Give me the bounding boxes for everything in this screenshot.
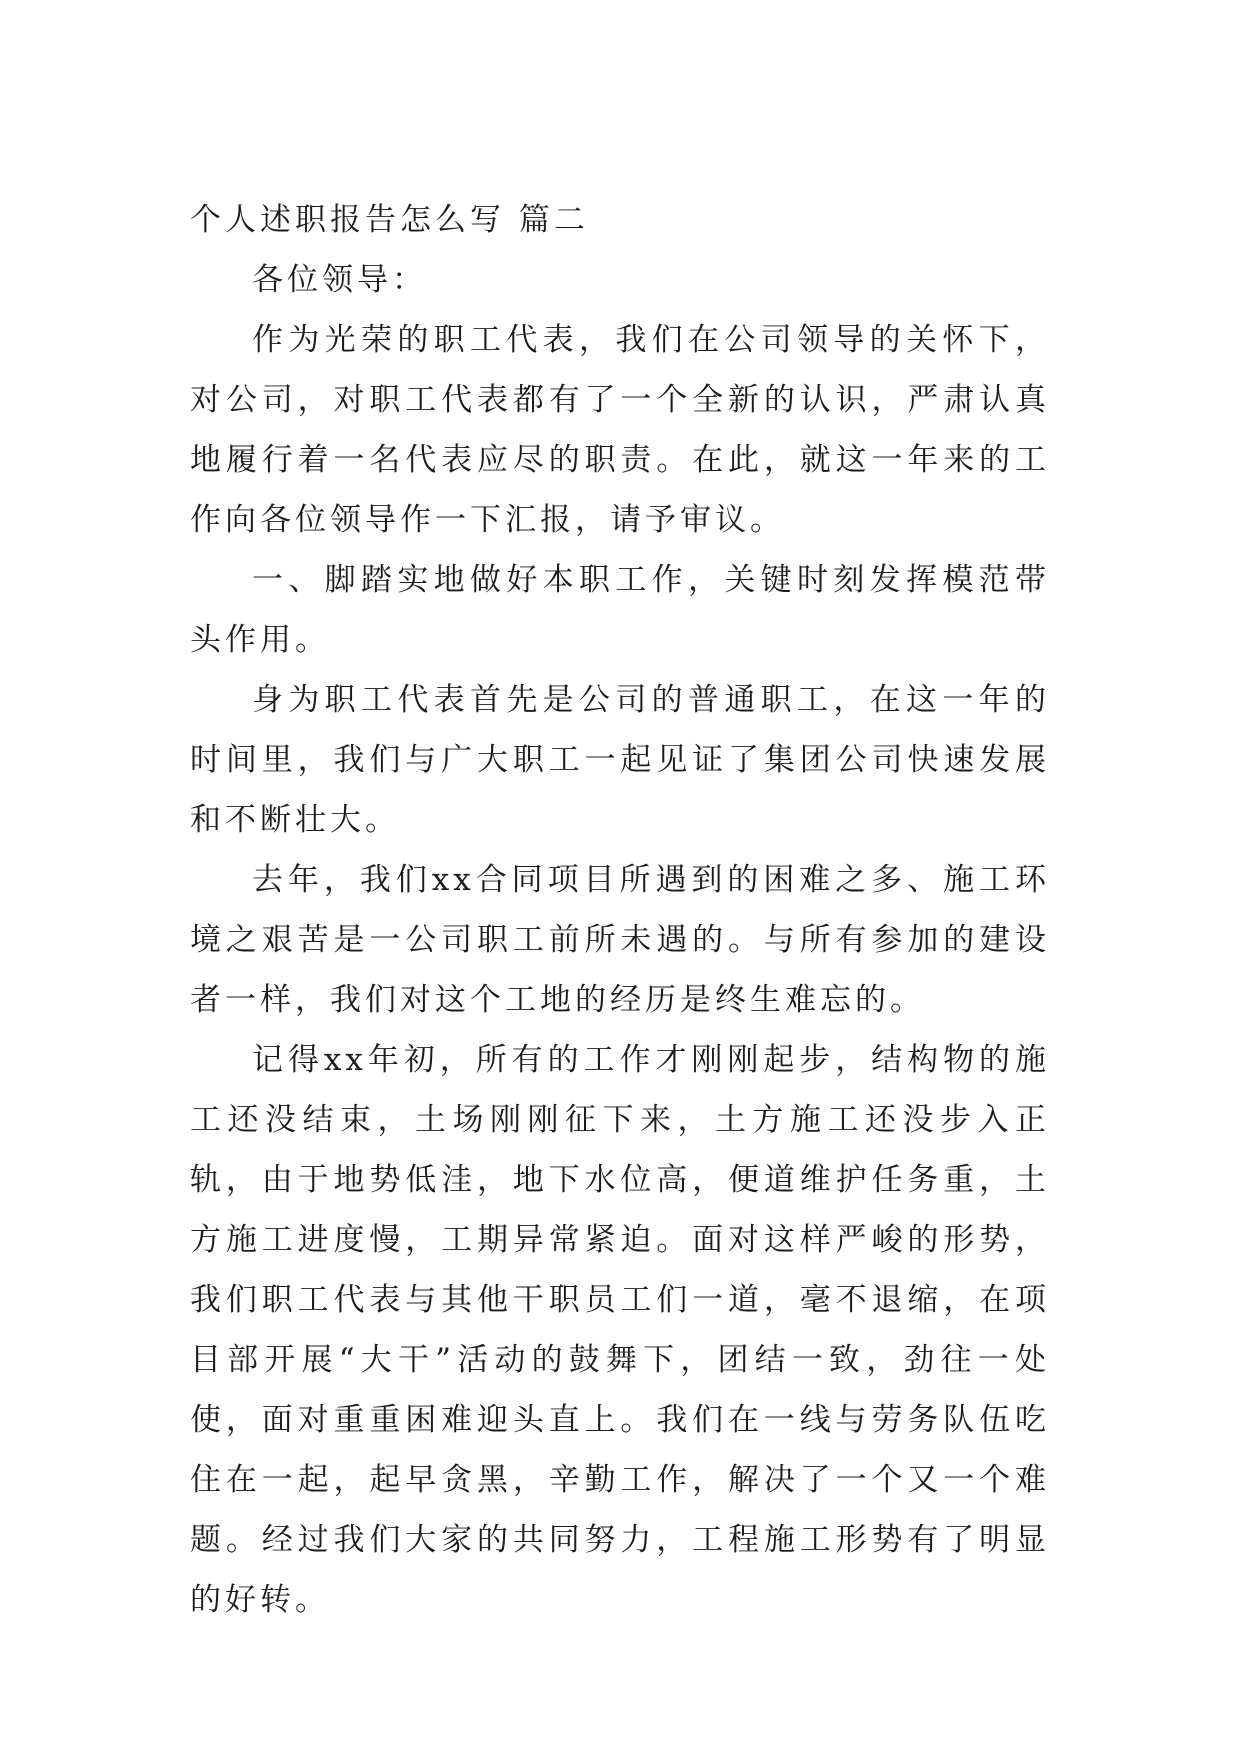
paragraph-body: 去年，我们xx合同项目所遇到的困难之多、施工环境之艰苦是一公司职工前所未遇的。与所有参加的建设者一样，我们对这个工地的经历是终生难忘的。 [190,862,1050,1018]
paragraph-body: 身为职工代表首先是公司的普通职工，在这一年的时间里，我们与广大职工一起见证了集团公司快速发展和不断壮大。 [190,682,1050,838]
document-body [190,190,1050,1630]
document-title: 个人述职报告怎么写 篇二 [190,202,589,238]
paragraph-intro: 作为光荣的职工代表，我们在公司领导的关怀下，对公司，对职工代表都有了一个全新的认识，严肃认真地履行着一名代表应尽的职责。在此，就这一年来的工作向各位领导作一下汇报，请予审议。 [190,322,1050,538]
section-heading-1: 一、脚踏实地做好本职工作，关键时刻发挥模范带头作用。 [190,562,1050,658]
paragraph-salutation: 各位领导： [252,262,427,298]
paragraph-body: 记得xx年初，所有的工作才刚刚起步，结构物的施工还没结束，土场刚刚征下来，土方施工还没步入正轨，由于地势低洼，地下水位高，便道维护任务重，土方施工进度慢，工期异常紧迫。面对这样严峻的形势，我们职工代表与其他干职员工们一道，毫不退缩，在项目部开展“大干”活动的鼓舞下，团结一致，劲往一处使，面对重重困难迎头直上。我们在一线与劳务队伍吃住在一起，起早贪黑，辛勤工作，解决了一个又一个难题。经过我们大家的共同努力，工程施工形势有了明显的好转。 [190,1042,1050,1618]
